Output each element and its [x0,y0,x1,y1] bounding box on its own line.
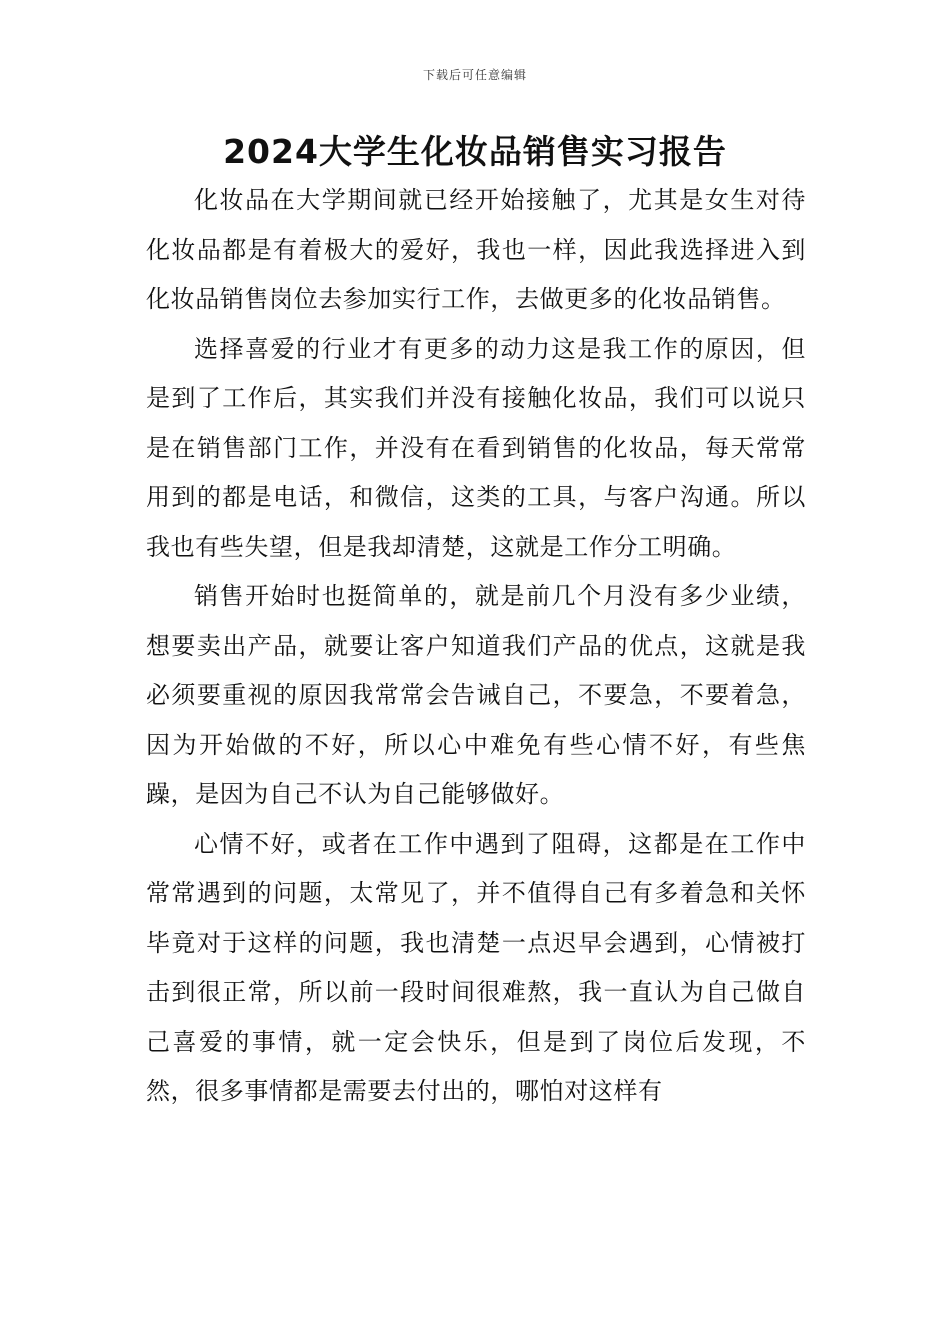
paragraph-2: 选择喜爱的行业才有更多的动力这是我工作的原因，但是到了工作后，其实我们并没有接触化妆品，我们可以说只是在销售部门工作，并没有在看到销售的化妆品，每天常常用到的都是电话，和微信，这类的工具，与客户沟通。所以我也有些失望，但是我却清楚，这就是工作分工明确。 [146,334,806,561]
page-header-note: 下载后可任意编辑 [422,68,527,82]
paragraph-4: 心情不好，或者在工作中遇到了阻碍，这都是在工作中常常遇到的问题，太常见了，并不值得自己有多着急和关怀毕竟对于这样的问题，我也清楚一点迟早会遇到，心情被打击到很正常，所以前一段时间很难熬，我一直认为自己做自己喜爱的事情，就一定会快乐，但是到了岗位后发现，不然，很多事情都是需要去付出的，哪怕对这样有 [146,829,806,1105]
document-body [146,176,806,1117]
paragraph-1: 化妆品在大学期间就已经开始接触了，尤其是女生对待化妆品都是有着极大的爱好，我也一样，因此我选择进入到化妆品销售岗位去参加实行工作，去做更多的化妆品销售。 [146,186,806,313]
document-title: 2024大学生化妆品销售实习报告 [223,132,727,171]
paragraph-3: 销售开始时也挺简单的，就是前几个月没有多少业绩，想要卖出产品，就要让客户知道我们产品的优点，这就是我必须要重视的原因我常常会告诫自己，不要急，不要着急，因为开始做的不好，所以心中难免有些心情不好，有些焦躁，是因为自己不认为自己能够做好。 [146,582,806,808]
